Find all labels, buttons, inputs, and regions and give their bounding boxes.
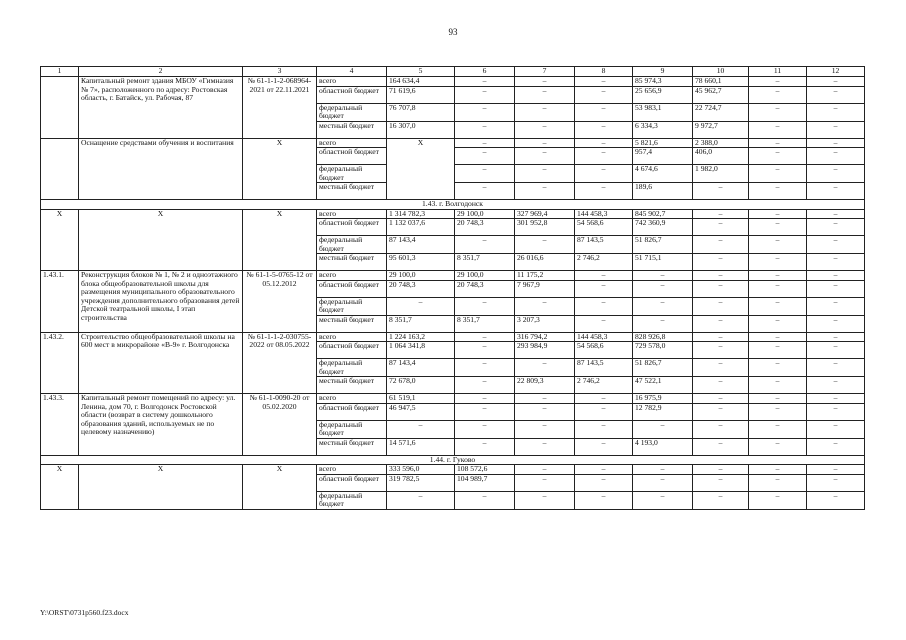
header-cell: 10 (693, 67, 749, 77)
funding-source: всего (317, 394, 387, 404)
value-cell: 47 522,1 (633, 377, 693, 394)
value-cell: – (575, 183, 633, 200)
value-cell: 16 975,9 (633, 394, 693, 404)
value-cell: 164 634,4 (387, 77, 455, 87)
value-cell: 87 143,4 (387, 236, 455, 254)
value-cell: 20 748,3 (455, 219, 515, 236)
funding-source: федеральный бюджет (317, 165, 387, 183)
value-cell: 29 100,0 (455, 209, 515, 219)
section-title: 1.44. г. Гуково (41, 455, 865, 465)
value-cell: – (515, 465, 575, 475)
value-cell: – (575, 474, 633, 491)
value-cell: – (749, 236, 807, 254)
funding-source: местный бюджет (317, 121, 387, 138)
value-cell: – (515, 183, 575, 200)
value-cell: – (455, 394, 515, 404)
value-cell: – (807, 315, 865, 332)
funding-source: областной бюджет (317, 342, 387, 359)
value-cell: – (807, 280, 865, 297)
funding-source: местный бюджет (317, 183, 387, 200)
value-cell: – (455, 148, 515, 165)
value-cell: – (515, 420, 575, 438)
value-cell: – (807, 491, 865, 509)
value-cell: – (807, 438, 865, 455)
value-cell: – (749, 359, 807, 377)
header-cell: 9 (633, 67, 693, 77)
value-cell: – (693, 491, 749, 509)
item-number: X (41, 465, 79, 510)
value-cell: 1 224 163,2 (387, 332, 455, 342)
value-cell: – (515, 165, 575, 183)
value-cell: – (575, 465, 633, 475)
value-cell: – (575, 121, 633, 138)
value-cell: 22 809,3 (515, 377, 575, 394)
value-cell: – (515, 86, 575, 103)
value-cell: – (749, 183, 807, 200)
value-cell: – (749, 103, 807, 121)
value-cell: 76 707,8 (387, 103, 455, 121)
value-cell: – (693, 377, 749, 394)
value-cell: – (575, 148, 633, 165)
value-cell: – (807, 297, 865, 315)
value-cell: 51 715,1 (633, 254, 693, 271)
value-cell: – (455, 183, 515, 200)
value-cell: 95 601,3 (387, 254, 455, 271)
funding-source: областной бюджет (317, 403, 387, 420)
value-cell: 301 952,8 (515, 219, 575, 236)
value-cell: – (633, 280, 693, 297)
table-row (41, 394, 865, 404)
value-cell: – (749, 474, 807, 491)
value-cell: – (575, 77, 633, 87)
value-cell: – (693, 359, 749, 377)
value-cell: – (749, 332, 807, 342)
value-cell: 1 064 341,8 (387, 342, 455, 359)
value-cell: 29 100,0 (387, 271, 455, 281)
object-name: Капитальный ремонт здания МБОУ «Гимназия № 7», расположенного по адресу: Ростовская область, г. Батайск, ул. Рабочая, 87 (79, 77, 243, 139)
value-cell: – (749, 403, 807, 420)
value-cell: – (693, 271, 749, 281)
value-cell: – (749, 148, 807, 165)
value-cell: 22 724,7 (693, 103, 749, 121)
value-cell: – (575, 315, 633, 332)
value-cell: – (749, 165, 807, 183)
value-cell: 9 972,7 (693, 121, 749, 138)
value-cell: 4 193,0 (633, 438, 693, 455)
value-cell: – (807, 420, 865, 438)
value-cell: – (807, 86, 865, 103)
value-cell: – (455, 138, 515, 148)
table-row (41, 465, 865, 475)
value-cell: 87 143,5 (575, 359, 633, 377)
value-cell: 1 314 782,3 (387, 209, 455, 219)
funding-source: областной бюджет (317, 219, 387, 236)
value-cell: 12 782,9 (633, 403, 693, 420)
value-cell: – (575, 138, 633, 148)
value-cell: 6 334,3 (633, 121, 693, 138)
value-cell: – (575, 271, 633, 281)
page-number: 93 (448, 27, 458, 37)
value-cell: – (515, 103, 575, 121)
value-cell: – (575, 420, 633, 438)
value-cell: – (693, 254, 749, 271)
value-cell: – (515, 359, 575, 377)
header-cell: 11 (749, 67, 807, 77)
table-row (41, 77, 865, 87)
document-ref: № 61-1-5-0765-12 от 05.12.2012 (243, 271, 317, 333)
value-cell: 16 307,0 (387, 121, 455, 138)
object-name: Реконструкция блоков № 1, № 2 и одноэтажного блока общеобразовательной школы для размещения муниципального образовательного учреждения дополнительного образования детей Детской театральной школы, I этап строительства (79, 271, 243, 333)
value-cell: – (749, 271, 807, 281)
value-cell: 333 596,0 (387, 465, 455, 475)
header-cell: 6 (455, 67, 515, 77)
value-cell: 7 967,9 (515, 280, 575, 297)
object-name: X (79, 465, 243, 510)
value-cell: – (693, 219, 749, 236)
value-cell: 29 100,0 (455, 271, 515, 281)
item-number: X (41, 209, 79, 271)
funding-source: областной бюджет (317, 280, 387, 297)
section-row (41, 200, 865, 210)
value-cell: 316 794,2 (515, 332, 575, 342)
value-cell: 45 962,7 (693, 86, 749, 103)
value-cell: – (455, 377, 515, 394)
value-cell: – (807, 332, 865, 342)
value-cell: – (575, 403, 633, 420)
funding-source: всего (317, 271, 387, 281)
value-cell: 8 351,7 (455, 315, 515, 332)
value-cell: – (455, 165, 515, 183)
value-cell: – (455, 297, 515, 315)
budget-table (40, 66, 865, 510)
value-cell: 1 132 037,6 (387, 219, 455, 236)
value-cell: – (575, 297, 633, 315)
value-cell: 828 926,8 (633, 332, 693, 342)
value-cell: – (387, 491, 455, 509)
value-cell: – (455, 103, 515, 121)
value-cell: – (807, 236, 865, 254)
value-cell: 53 983,1 (633, 103, 693, 121)
value-cell: – (749, 121, 807, 138)
value-cell: 957,4 (633, 148, 693, 165)
value-cell: – (455, 236, 515, 254)
value-cell: – (693, 394, 749, 404)
header-cell: 5 (387, 67, 455, 77)
value-cell: – (749, 394, 807, 404)
header-cell: 12 (807, 67, 865, 77)
value-cell: – (693, 342, 749, 359)
header-cell: 3 (243, 67, 317, 77)
value-cell: 51 826,7 (633, 236, 693, 254)
value-cell: – (807, 219, 865, 236)
file-path-footer: Y:\ORST\0731p560.f23.docx (40, 608, 129, 617)
value-cell: 54 568,6 (575, 219, 633, 236)
value-cell: – (633, 297, 693, 315)
value-cell: 26 016,6 (515, 254, 575, 271)
value-cell: – (807, 165, 865, 183)
value-cell: – (515, 474, 575, 491)
value-cell: 406,0 (693, 148, 749, 165)
value-cell: 87 143,4 (387, 359, 455, 377)
value-cell: – (455, 359, 515, 377)
value-cell: 8 351,7 (455, 254, 515, 271)
value-cell: – (575, 165, 633, 183)
value-cell: 51 826,7 (633, 359, 693, 377)
value-cell: – (455, 438, 515, 455)
value-cell: – (693, 209, 749, 219)
funding-source: федеральный бюджет (317, 236, 387, 254)
value-cell: – (693, 236, 749, 254)
funding-source: всего (317, 77, 387, 87)
value-cell: – (749, 315, 807, 332)
header-cell: 4 (317, 67, 387, 77)
value-cell: – (749, 377, 807, 394)
value-cell: – (807, 209, 865, 219)
value-cell: – (455, 77, 515, 87)
header-cell: 8 (575, 67, 633, 77)
value-cell: – (515, 394, 575, 404)
value-cell: – (749, 219, 807, 236)
value-cell: – (455, 403, 515, 420)
value-cell: – (807, 465, 865, 475)
value-cell: – (455, 342, 515, 359)
value-cell: 11 175,2 (515, 271, 575, 281)
value-cell: – (515, 236, 575, 254)
value-cell: – (749, 438, 807, 455)
value-cell: 293 984,9 (515, 342, 575, 359)
value-cell: – (575, 491, 633, 509)
header-cell: 2 (79, 67, 243, 77)
item-number (41, 77, 79, 139)
value-cell: – (455, 332, 515, 342)
document-ref: X (243, 138, 317, 200)
value-cell: – (807, 359, 865, 377)
funding-source: всего (317, 138, 387, 148)
value-cell: – (633, 491, 693, 509)
value-cell: – (749, 86, 807, 103)
value-cell: – (807, 148, 865, 165)
value-cell: – (633, 474, 693, 491)
value-cell: – (693, 465, 749, 475)
value-cell: 2 746,2 (575, 377, 633, 394)
section-row (41, 455, 865, 465)
header-cell: 7 (515, 67, 575, 77)
value-cell: – (515, 403, 575, 420)
funding-source: федеральный бюджет (317, 491, 387, 509)
value-cell: – (515, 77, 575, 87)
value-cell: – (515, 148, 575, 165)
value-cell: – (575, 86, 633, 103)
value-cell: – (749, 254, 807, 271)
value-cell: 4 674,6 (633, 165, 693, 183)
value-cell: – (515, 297, 575, 315)
item-number: 1.43.3. (41, 394, 79, 456)
table-row (41, 332, 865, 342)
table-row (41, 138, 865, 148)
value-cell: – (749, 138, 807, 148)
value-cell: – (693, 183, 749, 200)
value-cell: – (807, 474, 865, 491)
value-cell: – (807, 254, 865, 271)
document-ref: № 61-1-0090-20 от 05.02.2020 (243, 394, 317, 456)
value-cell: 319 782,5 (387, 474, 455, 491)
value-cell: – (749, 297, 807, 315)
value-cell: – (693, 403, 749, 420)
value-cell: – (633, 271, 693, 281)
funding-source: местный бюджет (317, 377, 387, 394)
value-cell: 85 974,3 (633, 77, 693, 87)
value-cell: 25 656,9 (633, 86, 693, 103)
value-cell: – (807, 103, 865, 121)
value-cell: 189,6 (633, 183, 693, 200)
value-cell: – (807, 394, 865, 404)
value-cell: 2 746,2 (575, 254, 633, 271)
value-cell: – (749, 209, 807, 219)
document-ref: № 61-1-1-2-030755-2022 от 08.05.2022 (243, 332, 317, 394)
value-cell: – (807, 121, 865, 138)
value-cell: – (807, 138, 865, 148)
value-cell: – (515, 491, 575, 509)
value-cell: 3 207,3 (515, 315, 575, 332)
value-cell: – (749, 77, 807, 87)
table-row (41, 209, 865, 219)
value-cell: 87 143,5 (575, 236, 633, 254)
value-cell: – (749, 465, 807, 475)
value-cell: – (575, 103, 633, 121)
header-cell: 1 (41, 67, 79, 77)
value-cell: – (633, 465, 693, 475)
value-cell: – (455, 121, 515, 138)
funding-source: всего (317, 332, 387, 342)
value-cell: – (807, 377, 865, 394)
value-cell: 144 458,3 (575, 209, 633, 219)
object-name: X (79, 209, 243, 271)
document-ref: X (243, 209, 317, 271)
funding-source: местный бюджет (317, 254, 387, 271)
value-cell: – (749, 280, 807, 297)
value-cell: – (807, 271, 865, 281)
funding-source: всего (317, 209, 387, 219)
document-ref: X (243, 465, 317, 510)
value-cell: – (515, 438, 575, 455)
value-cell: – (693, 280, 749, 297)
object-name: Строительство общеобразовательной школы на 600 мест в микрорайоне «В-9» г. Волгодонска (79, 332, 243, 394)
funding-source: местный бюджет (317, 315, 387, 332)
value-cell: 144 458,3 (575, 332, 633, 342)
value-cell: – (693, 474, 749, 491)
value-cell: 61 519,1 (387, 394, 455, 404)
table-row (41, 271, 865, 281)
value-cell: – (807, 77, 865, 87)
value-cell: 8 351,7 (387, 315, 455, 332)
value-cell: 46 947,5 (387, 403, 455, 420)
funding-source: областной бюджет (317, 86, 387, 103)
object-name: Капитальный ремонт помещений по адресу: ул. Ленина, дом 70, г. Волгодонск Ростовской области (возврат в систему дошкольного образования зданий, используемых не по целевому назначению) (79, 394, 243, 456)
value-cell: – (807, 342, 865, 359)
value-cell: – (515, 138, 575, 148)
value-cell: – (749, 491, 807, 509)
value-cell: 327 969,4 (515, 209, 575, 219)
merged-value-cell: X (387, 138, 455, 200)
value-cell: – (693, 315, 749, 332)
value-cell: – (749, 420, 807, 438)
value-cell: – (575, 280, 633, 297)
value-cell: 2 388,0 (693, 138, 749, 148)
value-cell: – (575, 438, 633, 455)
value-cell: – (807, 403, 865, 420)
value-cell: 729 578,0 (633, 342, 693, 359)
value-cell: 845 902,7 (633, 209, 693, 219)
value-cell: – (455, 491, 515, 509)
funding-source: областной бюджет (317, 474, 387, 491)
value-cell: 78 660,1 (693, 77, 749, 87)
header-row (41, 67, 865, 77)
funding-source: федеральный бюджет (317, 103, 387, 121)
value-cell: – (387, 420, 455, 438)
funding-source: федеральный бюджет (317, 297, 387, 315)
item-number: 1.43.2. (41, 332, 79, 394)
value-cell: – (515, 121, 575, 138)
value-cell: 14 571,6 (387, 438, 455, 455)
value-cell: – (633, 315, 693, 332)
value-cell: – (387, 297, 455, 315)
item-number (41, 138, 79, 200)
value-cell: 71 619,6 (387, 86, 455, 103)
funding-source: областной бюджет (317, 148, 387, 165)
value-cell: – (575, 394, 633, 404)
value-cell: – (455, 86, 515, 103)
funding-source: федеральный бюджет (317, 420, 387, 438)
value-cell: 20 748,3 (455, 280, 515, 297)
funding-source: федеральный бюджет (317, 359, 387, 377)
value-cell: – (693, 332, 749, 342)
value-cell: – (693, 420, 749, 438)
value-cell: – (455, 420, 515, 438)
value-cell: 5 821,6 (633, 138, 693, 148)
value-cell: 742 360,9 (633, 219, 693, 236)
value-cell: 72 678,0 (387, 377, 455, 394)
funding-source: всего (317, 465, 387, 475)
value-cell: 54 568,6 (575, 342, 633, 359)
value-cell: – (693, 438, 749, 455)
document-ref: № 61-1-1-2-068964-2021 от 22.11.2021 (243, 77, 317, 139)
object-name: Оснащение средствами обучения и воспитания (79, 138, 243, 200)
value-cell: – (693, 297, 749, 315)
value-cell: – (807, 183, 865, 200)
value-cell: 108 572,6 (455, 465, 515, 475)
value-cell: 1 982,0 (693, 165, 749, 183)
item-number: 1.43.1. (41, 271, 79, 333)
value-cell: 104 989,7 (455, 474, 515, 491)
funding-source: местный бюджет (317, 438, 387, 455)
value-cell: 20 748,3 (387, 280, 455, 297)
value-cell: – (633, 420, 693, 438)
section-title: 1.43. г. Волгодонск (41, 200, 865, 210)
value-cell: – (749, 342, 807, 359)
